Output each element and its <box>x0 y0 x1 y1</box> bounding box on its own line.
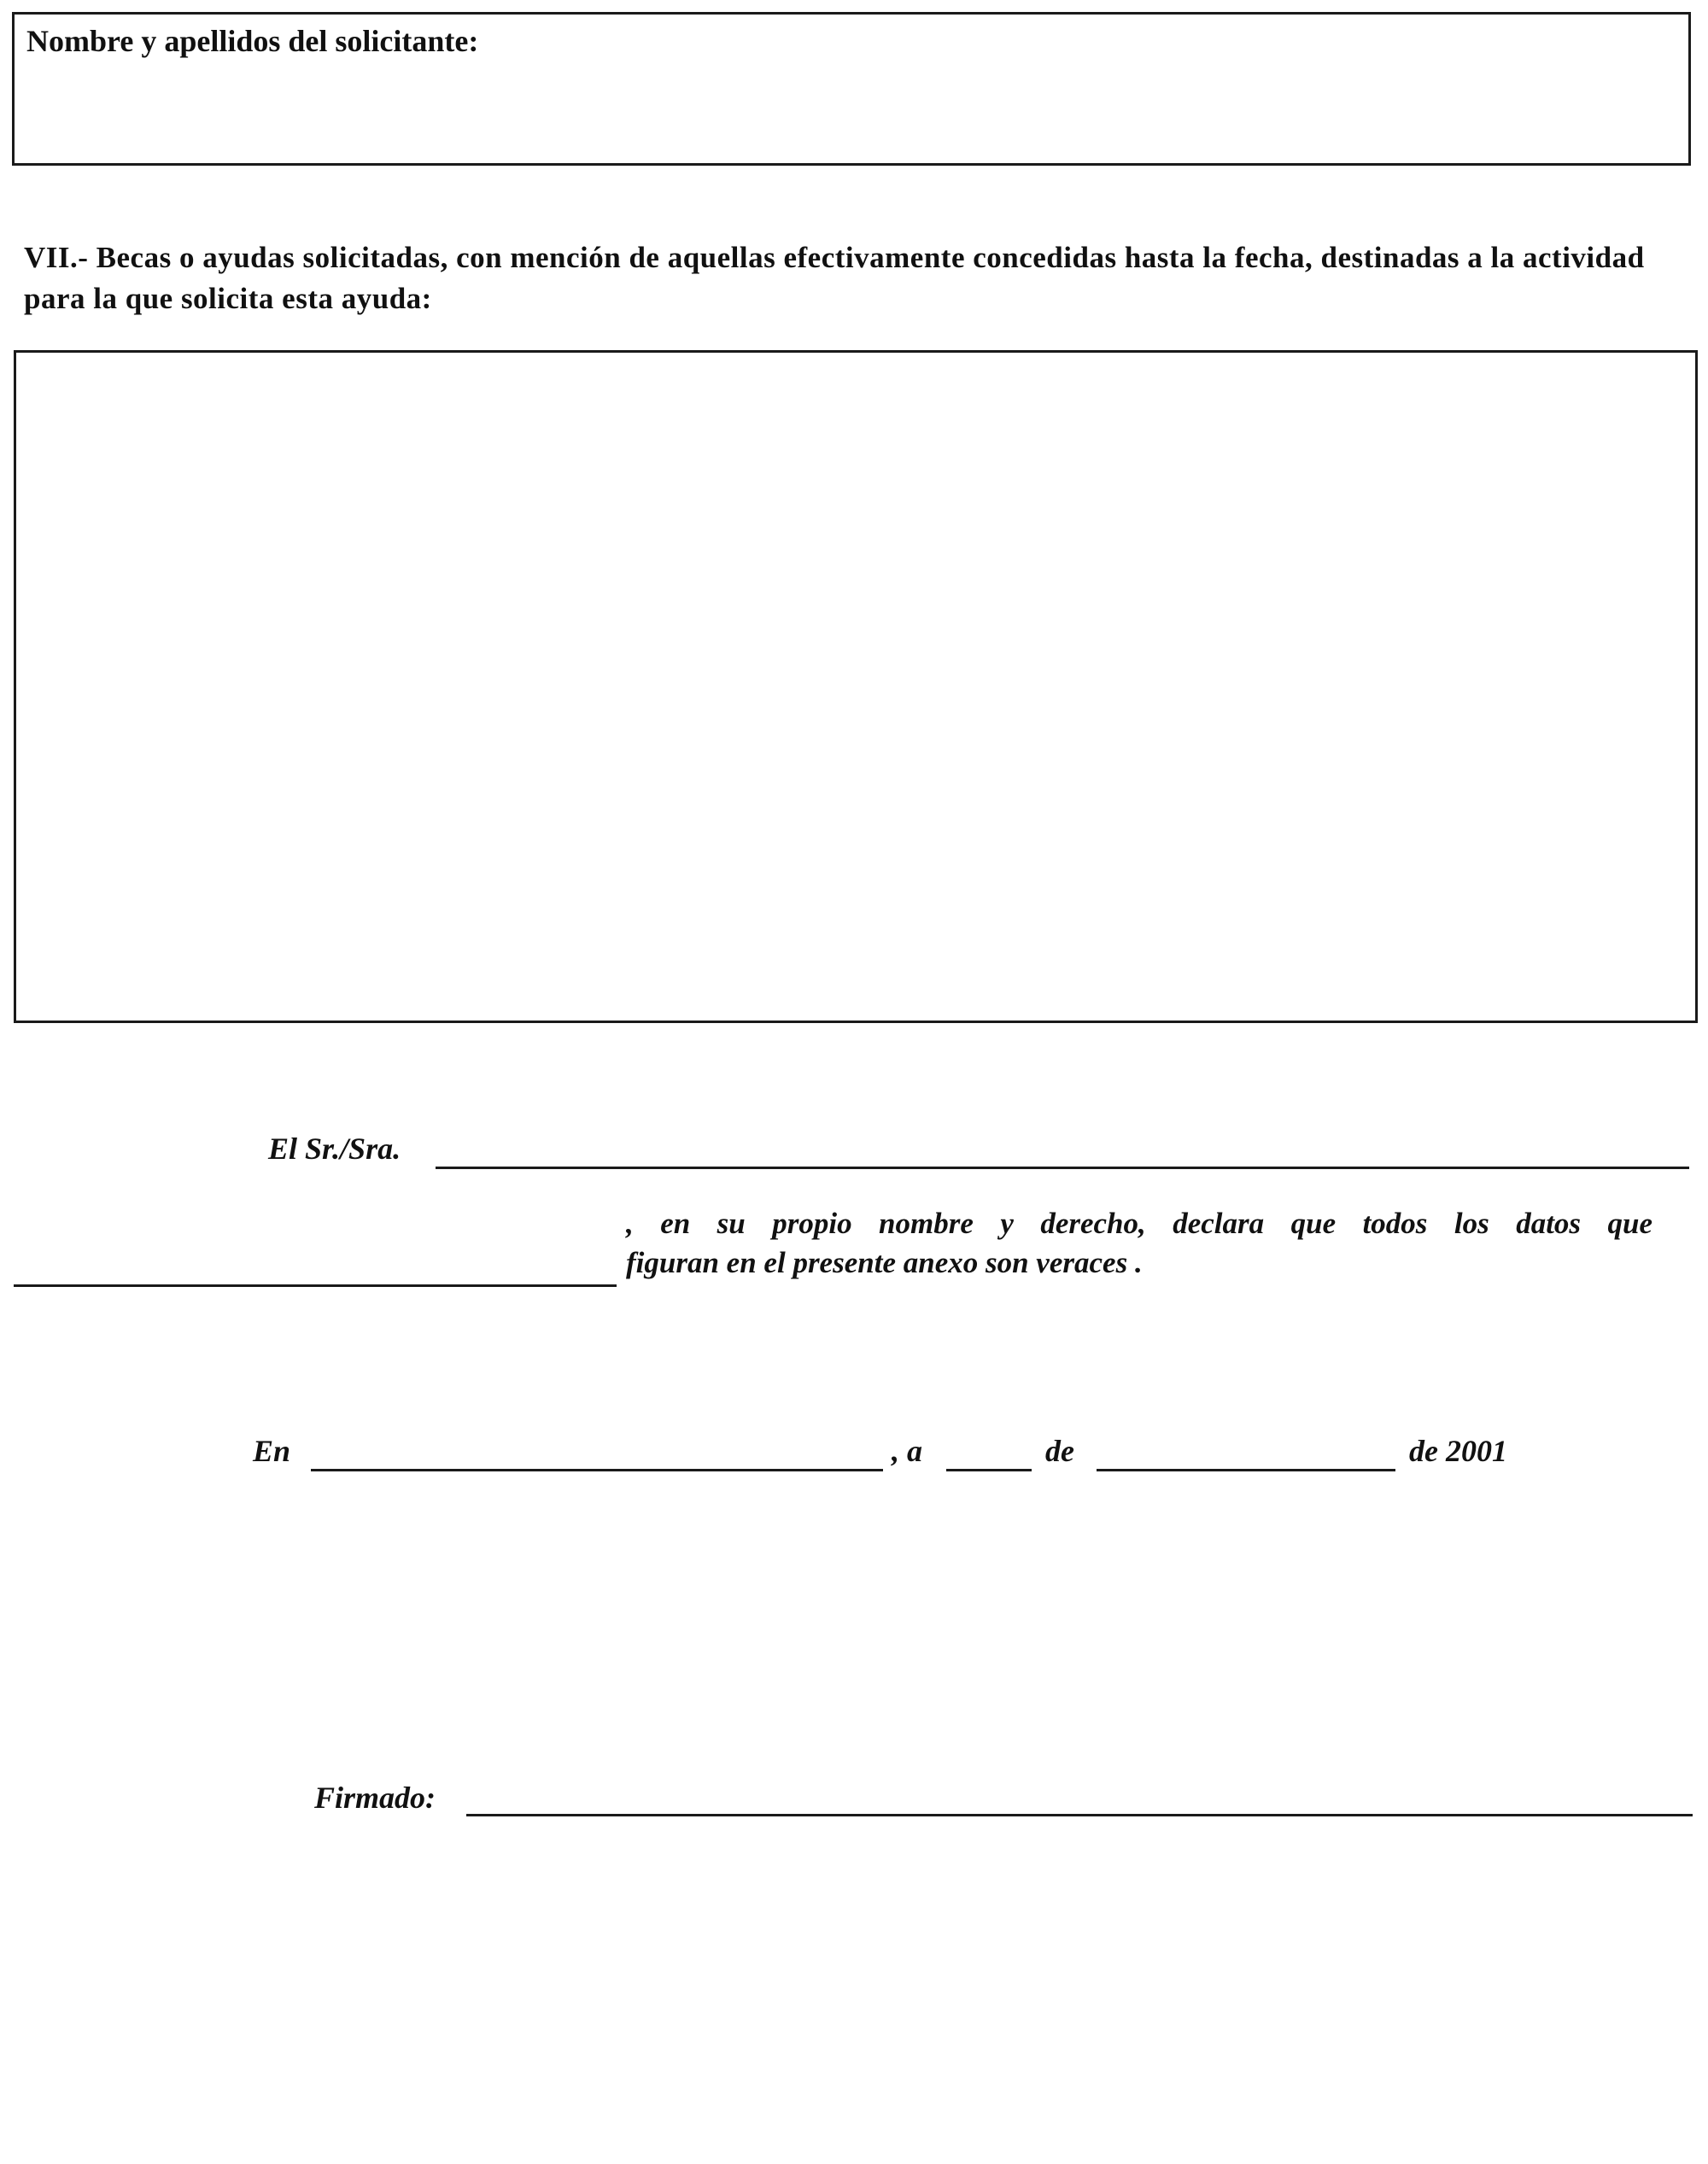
declaration-name-continuation-line[interactable] <box>14 1284 617 1287</box>
applicant-name-box[interactable] <box>12 12 1691 166</box>
day-line[interactable] <box>946 1469 1032 1471</box>
signature-line[interactable] <box>466 1814 1693 1816</box>
place-line[interactable] <box>311 1469 883 1471</box>
declaration-text-line-2: figuran en el presente anexo son veraces . <box>626 1246 1143 1279</box>
section-vii-heading: VII.- Becas o ayudas solicitadas, con mención de aquellas efectivamente concedidas hasta la fecha, destinadas a la actividad para la que solicita esta ayuda: <box>24 241 1645 315</box>
month-line[interactable] <box>1097 1469 1395 1471</box>
sr-sra-name-line[interactable] <box>436 1167 1689 1169</box>
a-label: , a <box>892 1434 922 1468</box>
en-label: En <box>253 1434 291 1468</box>
sr-sra-label: El Sr./Sra. <box>268 1132 401 1166</box>
applicant-name-label: Nombre y apellidos del solicitante: <box>26 24 479 58</box>
de-label: de <box>1045 1434 1074 1468</box>
year-label: de 2001 <box>1409 1434 1507 1468</box>
declaration-text <box>626 1204 1652 1283</box>
becas-answer-box[interactable] <box>14 350 1698 1023</box>
declaration-text-line-1: , en su propio nombre y derecho, declara que todos los datos que <box>626 1207 1652 1240</box>
firmado-label: Firmado: <box>314 1781 436 1815</box>
